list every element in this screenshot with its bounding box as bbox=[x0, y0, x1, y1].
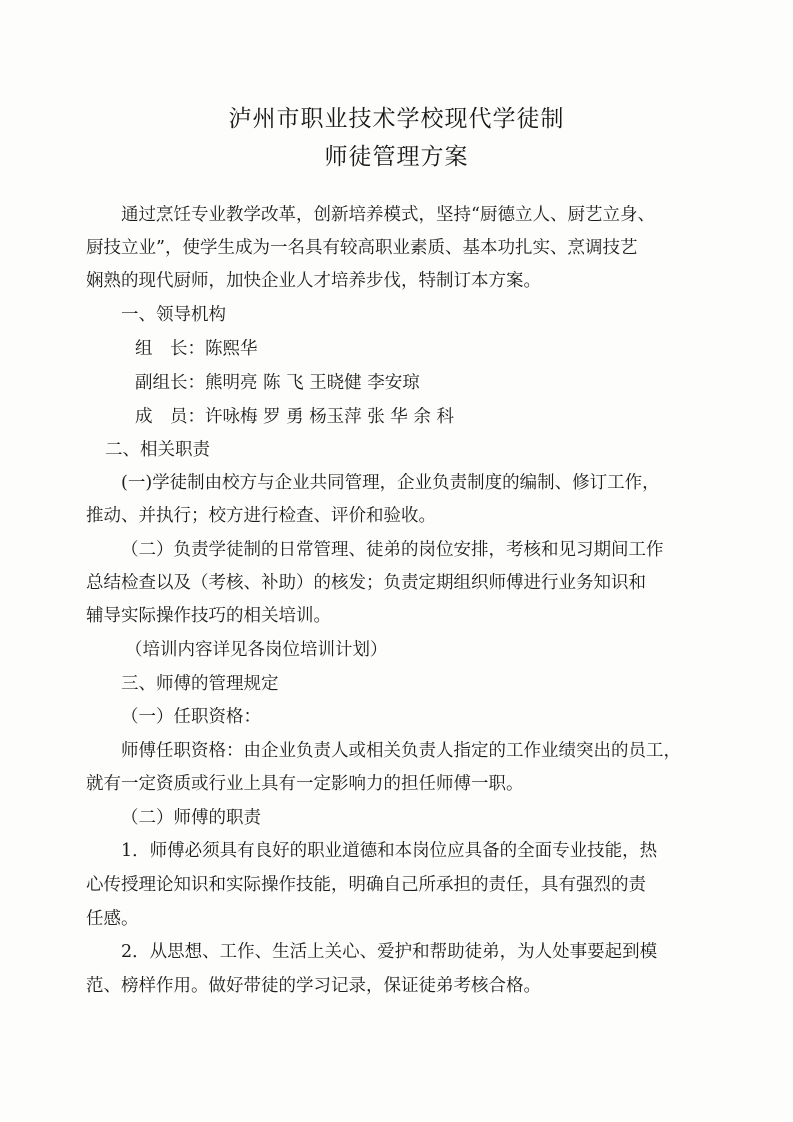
document-title-line-2: 师徒管理方案 bbox=[324, 144, 469, 170]
responsibility-1-line-2: 推动、并执行；校方进行检查、评价和验收。 bbox=[86, 506, 436, 526]
master-duties-heading: （二）师傅的职责 bbox=[121, 808, 261, 828]
duty-1-line-3: 任感。 bbox=[86, 909, 139, 929]
training-note: （培训内容详见各岗位培训计划） bbox=[125, 640, 388, 660]
qualification-heading: （一）任职资格： bbox=[121, 707, 261, 727]
responsibility-2-line-1: （二）负责学徒制的日常管理、徒弟的岗位安排，考核和见习期间工作 bbox=[121, 540, 664, 560]
section-1-heading: 一、领导机构 bbox=[121, 305, 226, 325]
responsibility-1-line-1: (一)学徒制由校方与企业共同管理，企业负责制度的编制、修订工作， bbox=[121, 473, 660, 493]
intro-line-2: 厨技立业”，使学生成为一名具有较高职业素质、基本功扎实、烹调技艺 bbox=[86, 238, 638, 258]
responsibility-2-line-3: 辅导实际操作技巧的相关培训。 bbox=[86, 606, 331, 626]
section-3-heading: 三、师傅的管理规定 bbox=[121, 674, 279, 694]
duty-1-line-2: 心传授理论知识和实际操作技能，明确自己所承担的责任，具有强烈的责 bbox=[86, 875, 646, 895]
members-line: 成 员：许咏梅 罗 勇 杨玉萍 张 华 余 科 bbox=[135, 407, 454, 427]
deputy-leader-line: 副组长：熊明亮 陈 飞 王晓健 李安琼 bbox=[135, 373, 420, 393]
duty-2-line-2: 范、榜样作用。做好带徒的学习记录，保证徒弟考核合格。 bbox=[86, 976, 541, 996]
duty-2-line-1: 2．从思想、工作、生活上关心、爱护和帮助徒弟，为人处事要起到模 bbox=[121, 942, 658, 962]
section-2-heading: 二、相关职责 bbox=[105, 440, 210, 460]
responsibility-2-line-2: 总结检查以及（考核、补助）的核发；负责定期组织师傅进行业务知识和 bbox=[86, 573, 646, 593]
intro-line-3: 娴熟的现代厨师，加快企业人才培养步伐，特制订本方案。 bbox=[86, 271, 541, 291]
document-title-line-1: 泸州市职业技术学校现代学徒制 bbox=[228, 106, 565, 132]
leader-line: 组 长：陈熙华 bbox=[135, 339, 258, 359]
intro-line-1: 通过烹饪专业教学改革，创新培养模式，坚持“厨德立人、厨艺立身、 bbox=[121, 205, 655, 225]
qualification-line-1: 师傅任职资格：由企业负责人或相关负责人指定的工作业绩突出的员工， bbox=[121, 741, 681, 761]
qualification-line-2: 就有一定资质或行业上具有一定影响力的担任师傅一职。 bbox=[86, 774, 524, 794]
duty-1-line-1: 1．师傅必须具有良好的职业道德和本岗位应具备的全面专业技能，热 bbox=[121, 841, 658, 861]
